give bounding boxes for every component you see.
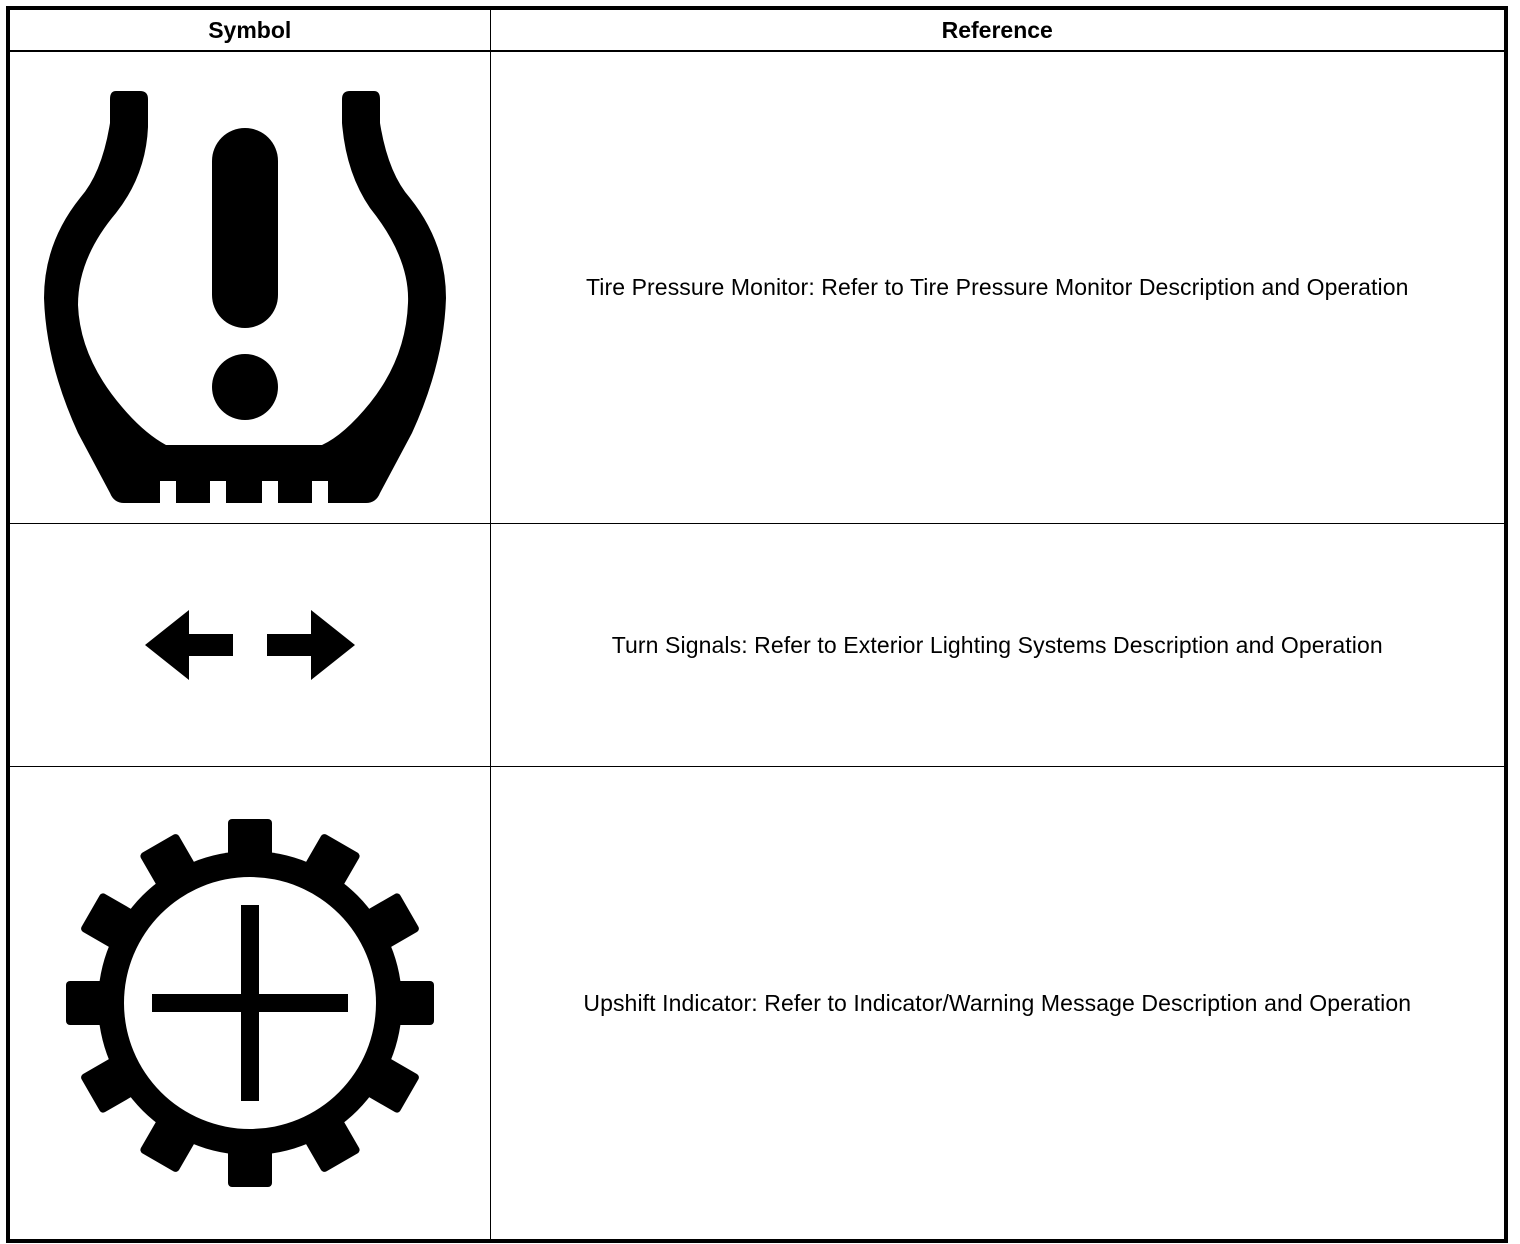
symbol-cell (8, 524, 490, 767)
upshift-indicator-reference-text: Upshift Indicator: Refer to Indicator/Warning Message Description and Operation (583, 989, 1412, 1016)
table-row (8, 767, 1506, 1242)
tire-pressure-reference-text: Tire Pressure Monitor: Refer to Tire Pressure Monitor Description and Operation (585, 274, 1409, 300)
header-symbol: Symbol (8, 8, 490, 51)
symbol-reference-table (6, 6, 1508, 1243)
reference-cell (490, 51, 1506, 524)
upshift-gear-icon (60, 813, 440, 1193)
table-row (8, 524, 1506, 767)
header-reference: Reference (490, 8, 1506, 51)
turn-signal-arrows-icon (145, 610, 355, 680)
tire-pressure-warning-icon (40, 73, 460, 503)
turn-signals-reference-text: Turn Signals: Refer to Exterior Lighting Systems Description and Operation (611, 631, 1383, 658)
reference-cell (490, 767, 1506, 1242)
symbol-cell (8, 767, 490, 1242)
reference-cell (490, 524, 1506, 767)
symbol-cell (8, 51, 490, 524)
table-row (8, 51, 1506, 524)
table-header-row (8, 8, 1506, 51)
